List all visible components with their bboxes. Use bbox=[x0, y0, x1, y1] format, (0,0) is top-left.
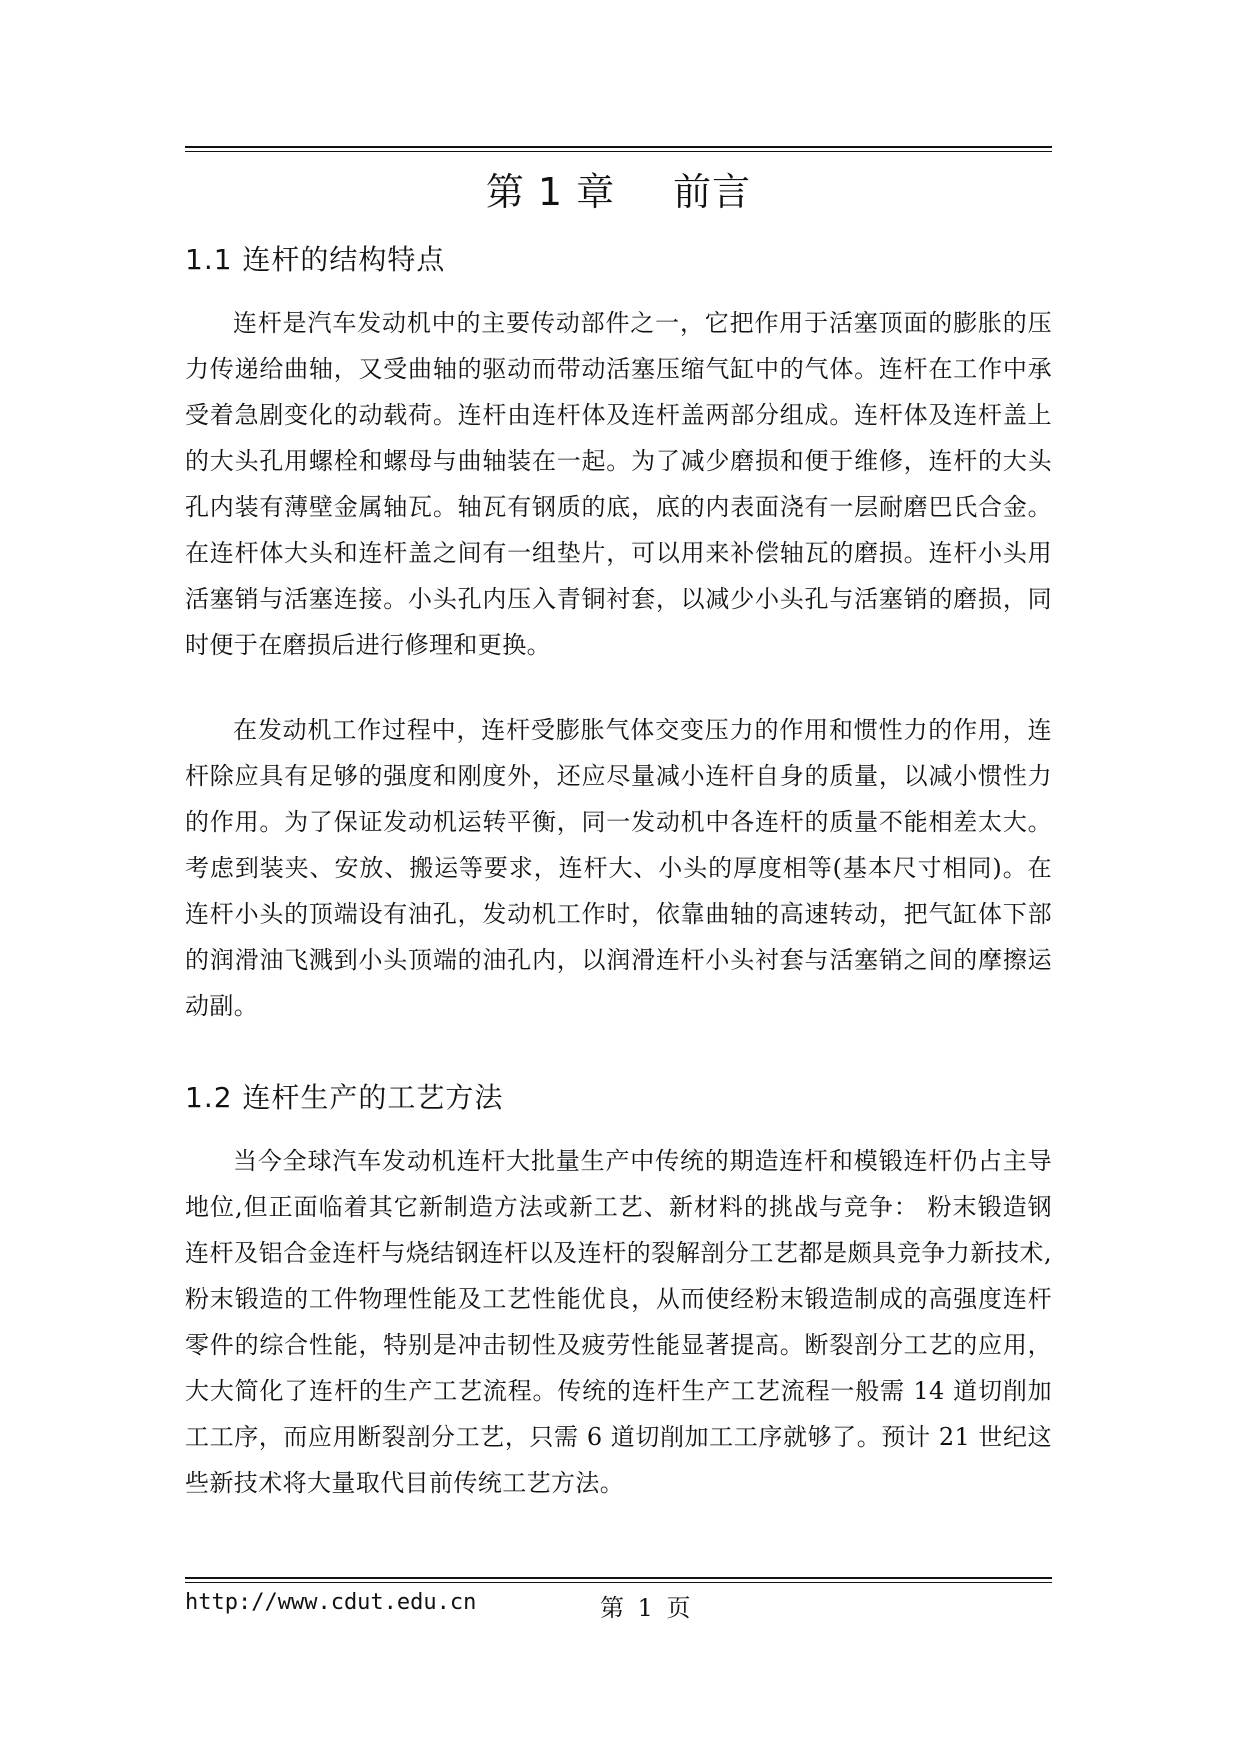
chapter-title bbox=[185, 158, 1052, 218]
footer-rule bbox=[185, 1577, 1052, 1583]
section-heading-1-1: 1.1 连杆的结构特点 bbox=[185, 243, 446, 276]
section-heading-1-2: 1.2 连杆生产的工艺方法 bbox=[185, 1081, 504, 1114]
chapter-number: 第 1 章 bbox=[485, 169, 616, 214]
header-rule bbox=[185, 146, 1052, 152]
paragraph: 连杆是汽车发动机中的主要传动部件之一，它把作用于活塞顶面的膨胀的压力传递给曲轴，又受曲轴的驱动而带动活塞压缩气缸中的气体。连杆在工作中承受着急剧变化的动载荷。连杆由连杆体及连杆盖两部分组成。连杆体及连杆盖上的大头孔用螺栓和螺母与曲轴装在一起。为了减少磨损和便于维修，连杆的大头孔内装有薄壁金属轴瓦。轴瓦有钢质的底，底的内表面浇有一层耐磨巴氏合金。在连杆体大头和连杆盖之间有一组垫片，可以用来补偿轴瓦的磨损。连杆小头用活塞销与活塞连接。小头孔内压入青铜衬套，以减少小头孔与活塞销的磨损，同时便于在磨损后进行修理和更换。 bbox=[185, 309, 1052, 659]
chapter-name: 前言 bbox=[673, 169, 752, 214]
page-number: 第 1 页 bbox=[600, 1594, 691, 1622]
footer-url-link[interactable]: http://www.cdut.edu.cn bbox=[185, 1590, 477, 1615]
paragraph: 在发动机工作过程中，连杆受膨胀气体交变压力的作用和惯性力的作用，连杆除应具有足够的强度和刚度外，还应尽量减小连杆自身的质量，以减小惯性力的作用。为了保证发动机运转平衡，同一发动机中各连杆的质量不能相差太大。考虑到装夹、安放、搬运等要求，连杆大、小头的厚度相等(基本尺寸相同)。在连杆小头的顶端设有油孔，发动机工作时，依靠曲轴的高速转动，把气缸体下部的润滑油飞溅到小头顶端的油孔内，以润滑连杆小头衬套与活塞销之间的摩擦运动副。 bbox=[185, 716, 1052, 1020]
paragraph: 当今全球汽车发动机连杆大批量生产中传统的期造连杆和模锻连杆仍占主导地位,但正面临着其它新制造方法或新工艺、新材料的挑战与竞争： 粉末锻造钢连杆及铝合金连杆与烧结钢连杆以及连杆的裂解剖分工艺都是颇具竞争力新技术, 粉末锻造的工件物理性能及工艺性能优良，从而使经粉末锻造制成的高强度连杆零件的综合性能，特别是冲击韧性及疲劳性能显著提高。断裂剖分工艺的应用，大大简化了连杆的生产工艺流程。传统的连杆生产工艺流程一般需 14 道切削加工工序，而应用断裂剖分工艺，只需 6 道切削加工工序就够了。预计 21 世纪这些新技术将大量取代目前传统工艺方法。 bbox=[185, 1147, 1052, 1497]
